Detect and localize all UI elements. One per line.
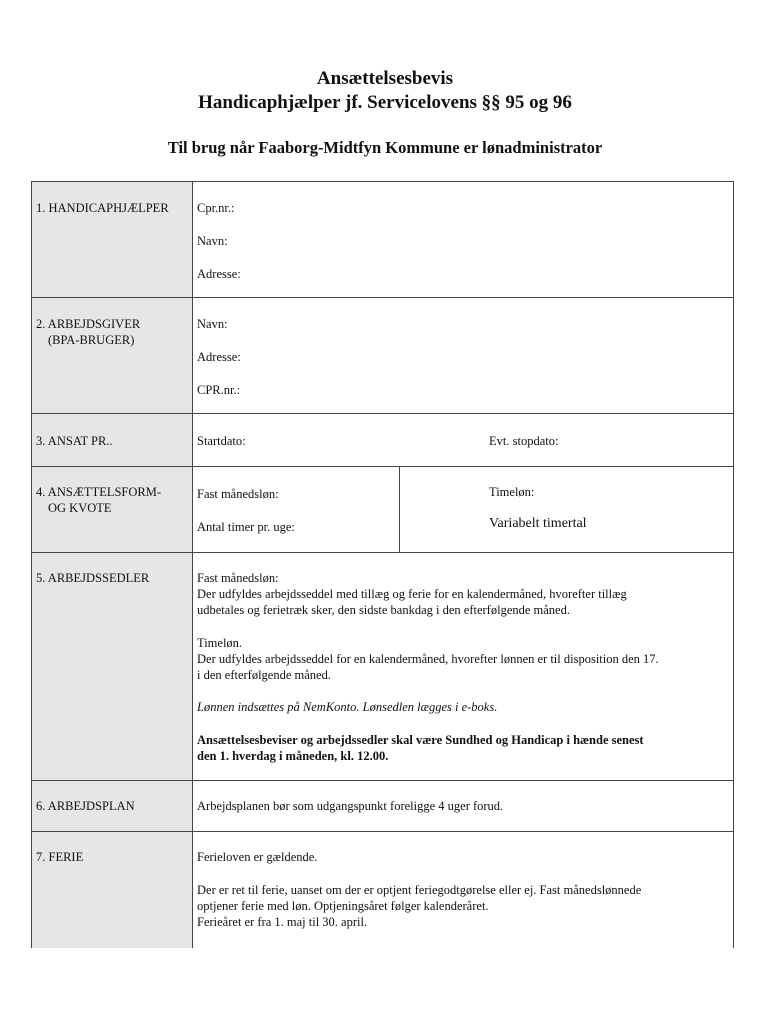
stop-date-label: Evt. stopdato: <box>489 434 559 448</box>
work-slips-text: Der udfyldes arbejdsseddel for en kalendermåned, hvorefter lønnen er til disposition den 17. <box>197 652 659 666</box>
form-divider <box>31 831 734 832</box>
section-6-label: 6. ARBEJDSPLAN <box>36 799 135 813</box>
work-plan-text: Arbejdsplanen bør som udgangspunkt foreligge 4 uger forud. <box>197 799 504 813</box>
form-divider <box>31 552 734 553</box>
form-divider <box>31 297 734 298</box>
section-7-label: 7. FERIE <box>36 850 84 864</box>
name-field-label: Navn: <box>197 234 228 248</box>
address-field-label: Adresse: <box>197 267 241 281</box>
holiday-text: optjener ferie med løn. Optjeningsåret følger kalenderåret. <box>197 899 489 913</box>
section-2-sublabel: (BPA-BRUGER) <box>48 333 135 347</box>
form-divider <box>31 466 734 467</box>
work-slips-text: Der udfyldes arbejdsseddel med tillæg og ferie for en kalendermåned, hvorefter tillæg <box>197 587 627 601</box>
section-1-label: 1. HANDICAPHJÆLPER <box>36 201 169 215</box>
work-slips-text: i den efterfølgende måned. <box>197 668 331 682</box>
form-divider <box>31 181 734 182</box>
holiday-text: Ferieåret er fra 1. maj til 30. april. <box>197 915 368 929</box>
hours-per-week-label: Antal timer pr. uge: <box>197 520 295 534</box>
holiday-text: Der er ret til ferie, uanset om der er optjent feriegodtgørelse eller ej. Fast månedslønnede <box>197 883 642 897</box>
form-divider <box>31 780 734 781</box>
form-divider <box>31 413 734 414</box>
holiday-text: Ferieloven er gældende. <box>197 850 318 864</box>
work-slips-text: Timeløn. <box>197 636 243 650</box>
work-slips-text: udbetales og ferietræk sker, den sidste bankdag i den efterfølgende måned. <box>197 603 570 617</box>
section-2-label: 2. ARBEJDSGIVER <box>36 317 141 331</box>
variable-hours-label: Variabelt timertal <box>489 516 587 531</box>
deadline-note: den 1. hverdag i måneden, kl. 12.00. <box>197 749 389 763</box>
employment-form <box>31 181 734 948</box>
cpr-field-label: Cpr.nr.: <box>197 201 235 215</box>
document-title-line1: Ansættelsesbevis <box>316 68 454 89</box>
section-4-sublabel: OG KVOTE <box>48 501 112 515</box>
deadline-note: Ansættelsesbeviser og arbejdssedler skal være Sundhed og Handicap i hænde senest <box>197 733 644 747</box>
start-date-label: Startdato: <box>197 434 246 448</box>
employer-address-label: Adresse: <box>197 350 241 364</box>
section-3-label: 3. ANSAT PR.. <box>36 434 113 448</box>
document-subtitle: Til brug når Faaborg-Midtfyn Kommune er lønadministrator <box>167 138 603 157</box>
work-slips-text: Fast månedsløn: <box>197 571 279 585</box>
employer-name-label: Navn: <box>197 317 228 331</box>
document-title-line2: Handicaphjælper jf. Servicelovens §§ 95 og 96 <box>198 92 572 113</box>
employer-cpr-label: CPR.nr.: <box>197 383 241 397</box>
monthly-salary-label: Fast månedsløn: <box>197 487 279 501</box>
section-5-label: 5. ARBEJDSSEDLER <box>36 571 150 585</box>
form-divider <box>399 466 400 552</box>
hourly-wage-label: Timeløn: <box>489 485 535 499</box>
section-4-label: 4. ANSÆTTELSFORM- <box>36 485 162 499</box>
nemkonto-note: Lønnen indsættes på NemKonto. Lønsedlen lægges i e-boks. <box>197 700 498 714</box>
